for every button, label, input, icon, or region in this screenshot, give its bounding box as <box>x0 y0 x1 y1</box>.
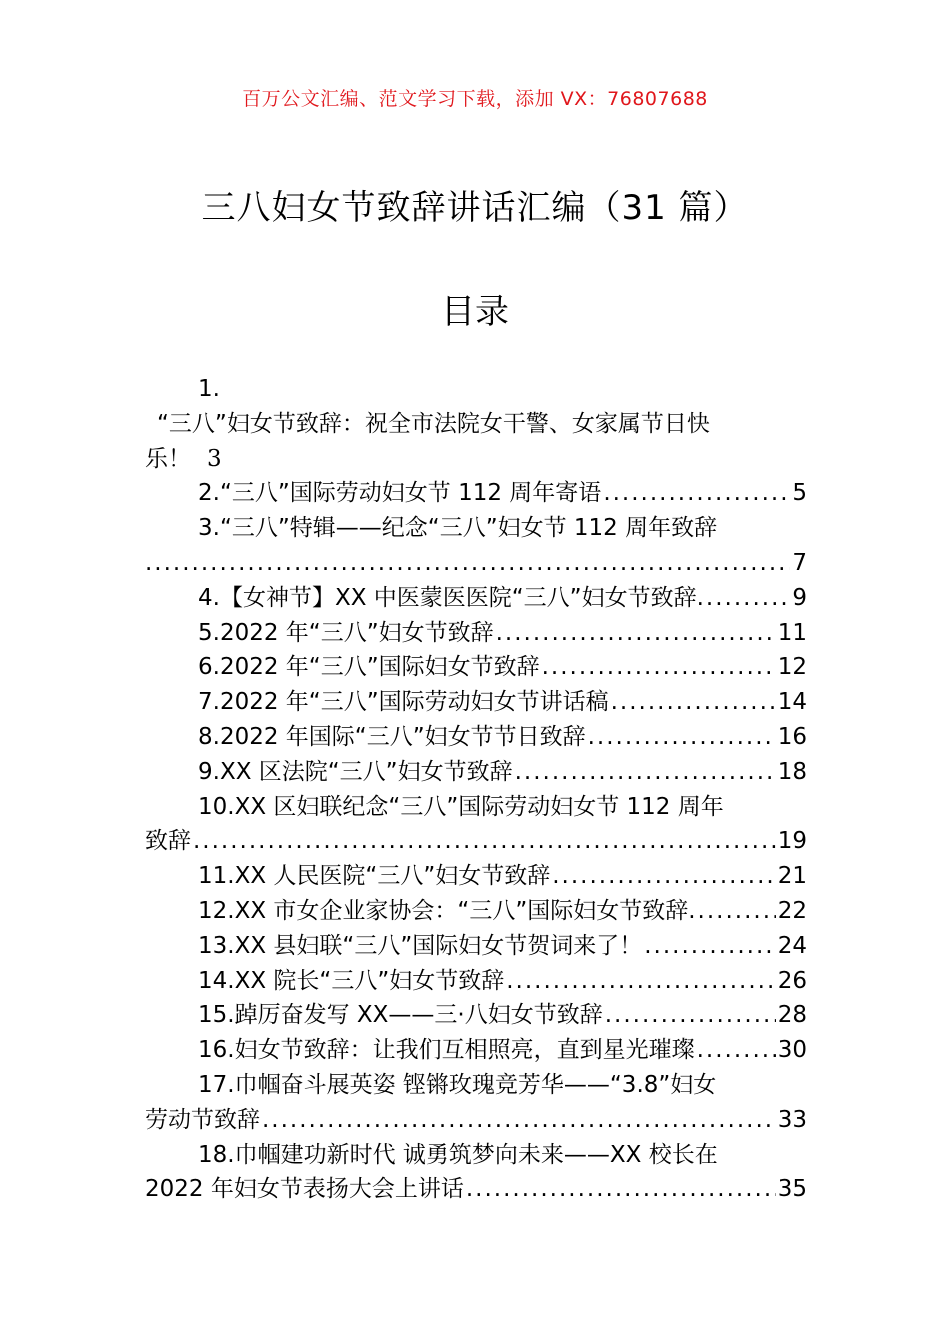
toc-entry-text-cont <box>145 442 807 477</box>
toc-page-number: 9 <box>792 584 807 611</box>
dot-leader <box>706 581 790 616</box>
toc-entry-text: 8.2022 年国际“三八”妇女节节日致辞 <box>198 723 586 750</box>
dot-leader <box>193 824 776 859</box>
dot-leader <box>552 859 775 894</box>
toc-page-number: 5 <box>792 480 807 507</box>
toc-page-number: 3 <box>207 445 222 472</box>
toc-entry-15[interactable] <box>145 998 807 1033</box>
toc-entry-14[interactable] <box>145 964 807 999</box>
toc-page-number: 12 <box>777 654 807 681</box>
toc-entry-text-cont: 2022 年妇女节表扬大会上讲话 <box>145 1176 464 1203</box>
toc-entry-text-cont: 劳动节致辞 <box>145 1106 260 1133</box>
toc-page-number: 26 <box>777 967 807 994</box>
toc-entry-text: 2.“三八”国际劳动妇女节 112 周年寄语 <box>198 480 602 507</box>
toc-entry-text-end: 乐！ <box>145 445 191 472</box>
dot-leader <box>697 1033 776 1068</box>
header-banner: 百万公文汇编、范文学习下载，添加 VX：76807688 <box>242 88 708 110</box>
dot-leader <box>611 685 776 720</box>
toc-entry-text: 11.XX 人民医院“三八”妇女节致辞 <box>198 863 551 890</box>
toc-entry-11[interactable] <box>145 859 807 894</box>
toc-entry-6[interactable] <box>145 650 807 685</box>
toc-page-number: 11 <box>777 619 807 646</box>
toc-page-number: 21 <box>777 863 807 890</box>
toc-entry-number: 1. <box>198 376 220 402</box>
toc-page-number: 22 <box>777 897 807 924</box>
toc-entry-text: 13.XX 县妇联“三八”国际妇女节贺词来了！ <box>198 932 643 959</box>
dot-leader <box>515 755 776 790</box>
toc-entry-text: 9.XX 区法院“三八”妇女节致辞 <box>198 758 513 785</box>
toc-page-number: 24 <box>777 932 807 959</box>
toc-page-number: 28 <box>777 1002 807 1029</box>
toc-entry-text: 3.“三八”特辑——纪念“三八”妇女节 112 周年致辞 <box>198 515 718 542</box>
toc-page-number: 14 <box>777 689 807 716</box>
toc-entry-2[interactable] <box>145 476 807 511</box>
toc-entry-text: 5.2022 年“三八”妇女节致辞 <box>198 619 494 646</box>
toc-entry-text: 18.巾帼建功新时代 诚勇筑梦向未来——XX 校长在 <box>198 1141 718 1168</box>
toc-entry-text: 15.踔厉奋发写 XX——三·八妇女节致辞 <box>198 1002 603 1029</box>
toc-entry-12[interactable] <box>145 894 807 929</box>
toc-page-number: 30 <box>777 1037 807 1064</box>
toc-page-number: 16 <box>777 723 807 750</box>
dot-leader <box>506 964 775 999</box>
table-of-contents <box>145 372 807 1207</box>
toc-entry-text: 12.XX 市女企业家协会：“三八”国际妇女节致辞. <box>198 897 696 924</box>
toc-entry-text: 14.XX 院长“三八”妇女节致辞 <box>198 967 505 994</box>
toc-entry-7[interactable] <box>145 685 807 720</box>
toc-entry-text-cont: 致辞 <box>145 828 191 855</box>
document-title: 三八妇女节致辞讲话汇编（31 篇） <box>201 188 749 228</box>
toc-page-number: 18 <box>777 758 807 785</box>
toc-heading: 目录 <box>441 292 509 332</box>
dot-leader <box>605 998 776 1033</box>
dot-leader <box>145 546 790 581</box>
toc-page-number: 35 <box>777 1176 807 1203</box>
toc-entry-text: 17.巾帼奋斗展英姿 铿锵玫瑰竞芳华——“3.8”妇女 <box>198 1071 717 1098</box>
toc-entry-text: 6.2022 年“三八”国际妇女节致辞 <box>198 654 540 681</box>
toc-entry-text: 16.妇女节致辞：让我们互相照亮，直到星光璀璨 <box>198 1037 695 1064</box>
toc-page-number: 33 <box>777 1106 807 1133</box>
toc-entry-5[interactable] <box>145 616 807 651</box>
dot-leader <box>588 720 776 755</box>
toc-entry-13[interactable] <box>145 929 807 964</box>
toc-entry-17[interactable] <box>145 1068 807 1138</box>
toc-entry-10[interactable] <box>145 790 807 860</box>
toc-entry-9[interactable] <box>145 755 807 790</box>
dot-leader <box>542 650 776 685</box>
toc-entry-16[interactable] <box>145 1033 807 1068</box>
dot-leader <box>603 476 790 511</box>
toc-entry-text: 7.2022 年“三八”国际劳动妇女节讲话稿 <box>198 689 609 716</box>
dot-leader <box>466 1172 776 1207</box>
toc-entry-4[interactable] <box>145 581 807 616</box>
dot-leader <box>262 1103 776 1138</box>
dot-leader <box>644 929 775 964</box>
toc-page-number: 7 <box>792 549 807 576</box>
toc-entry-3[interactable] <box>145 511 807 581</box>
toc-entry-text: 10.XX 区妇联纪念“三八”国际劳动妇女节 112 周年 <box>198 793 724 820</box>
toc-entry-text: 4.【女神节】XX 中医蒙医医院“三八”妇女节致辞. <box>198 584 704 611</box>
dot-leader <box>496 616 776 651</box>
toc-page-number: 19 <box>777 828 807 855</box>
dot-leader <box>698 894 776 929</box>
toc-entry-8[interactable] <box>145 720 807 755</box>
toc-entry-18[interactable] <box>145 1138 807 1208</box>
toc-entry-text: “三八”妇女节致辞：祝全市法院女干警、女家属节日快 <box>157 410 710 437</box>
toc-entry-1[interactable] <box>145 372 807 476</box>
